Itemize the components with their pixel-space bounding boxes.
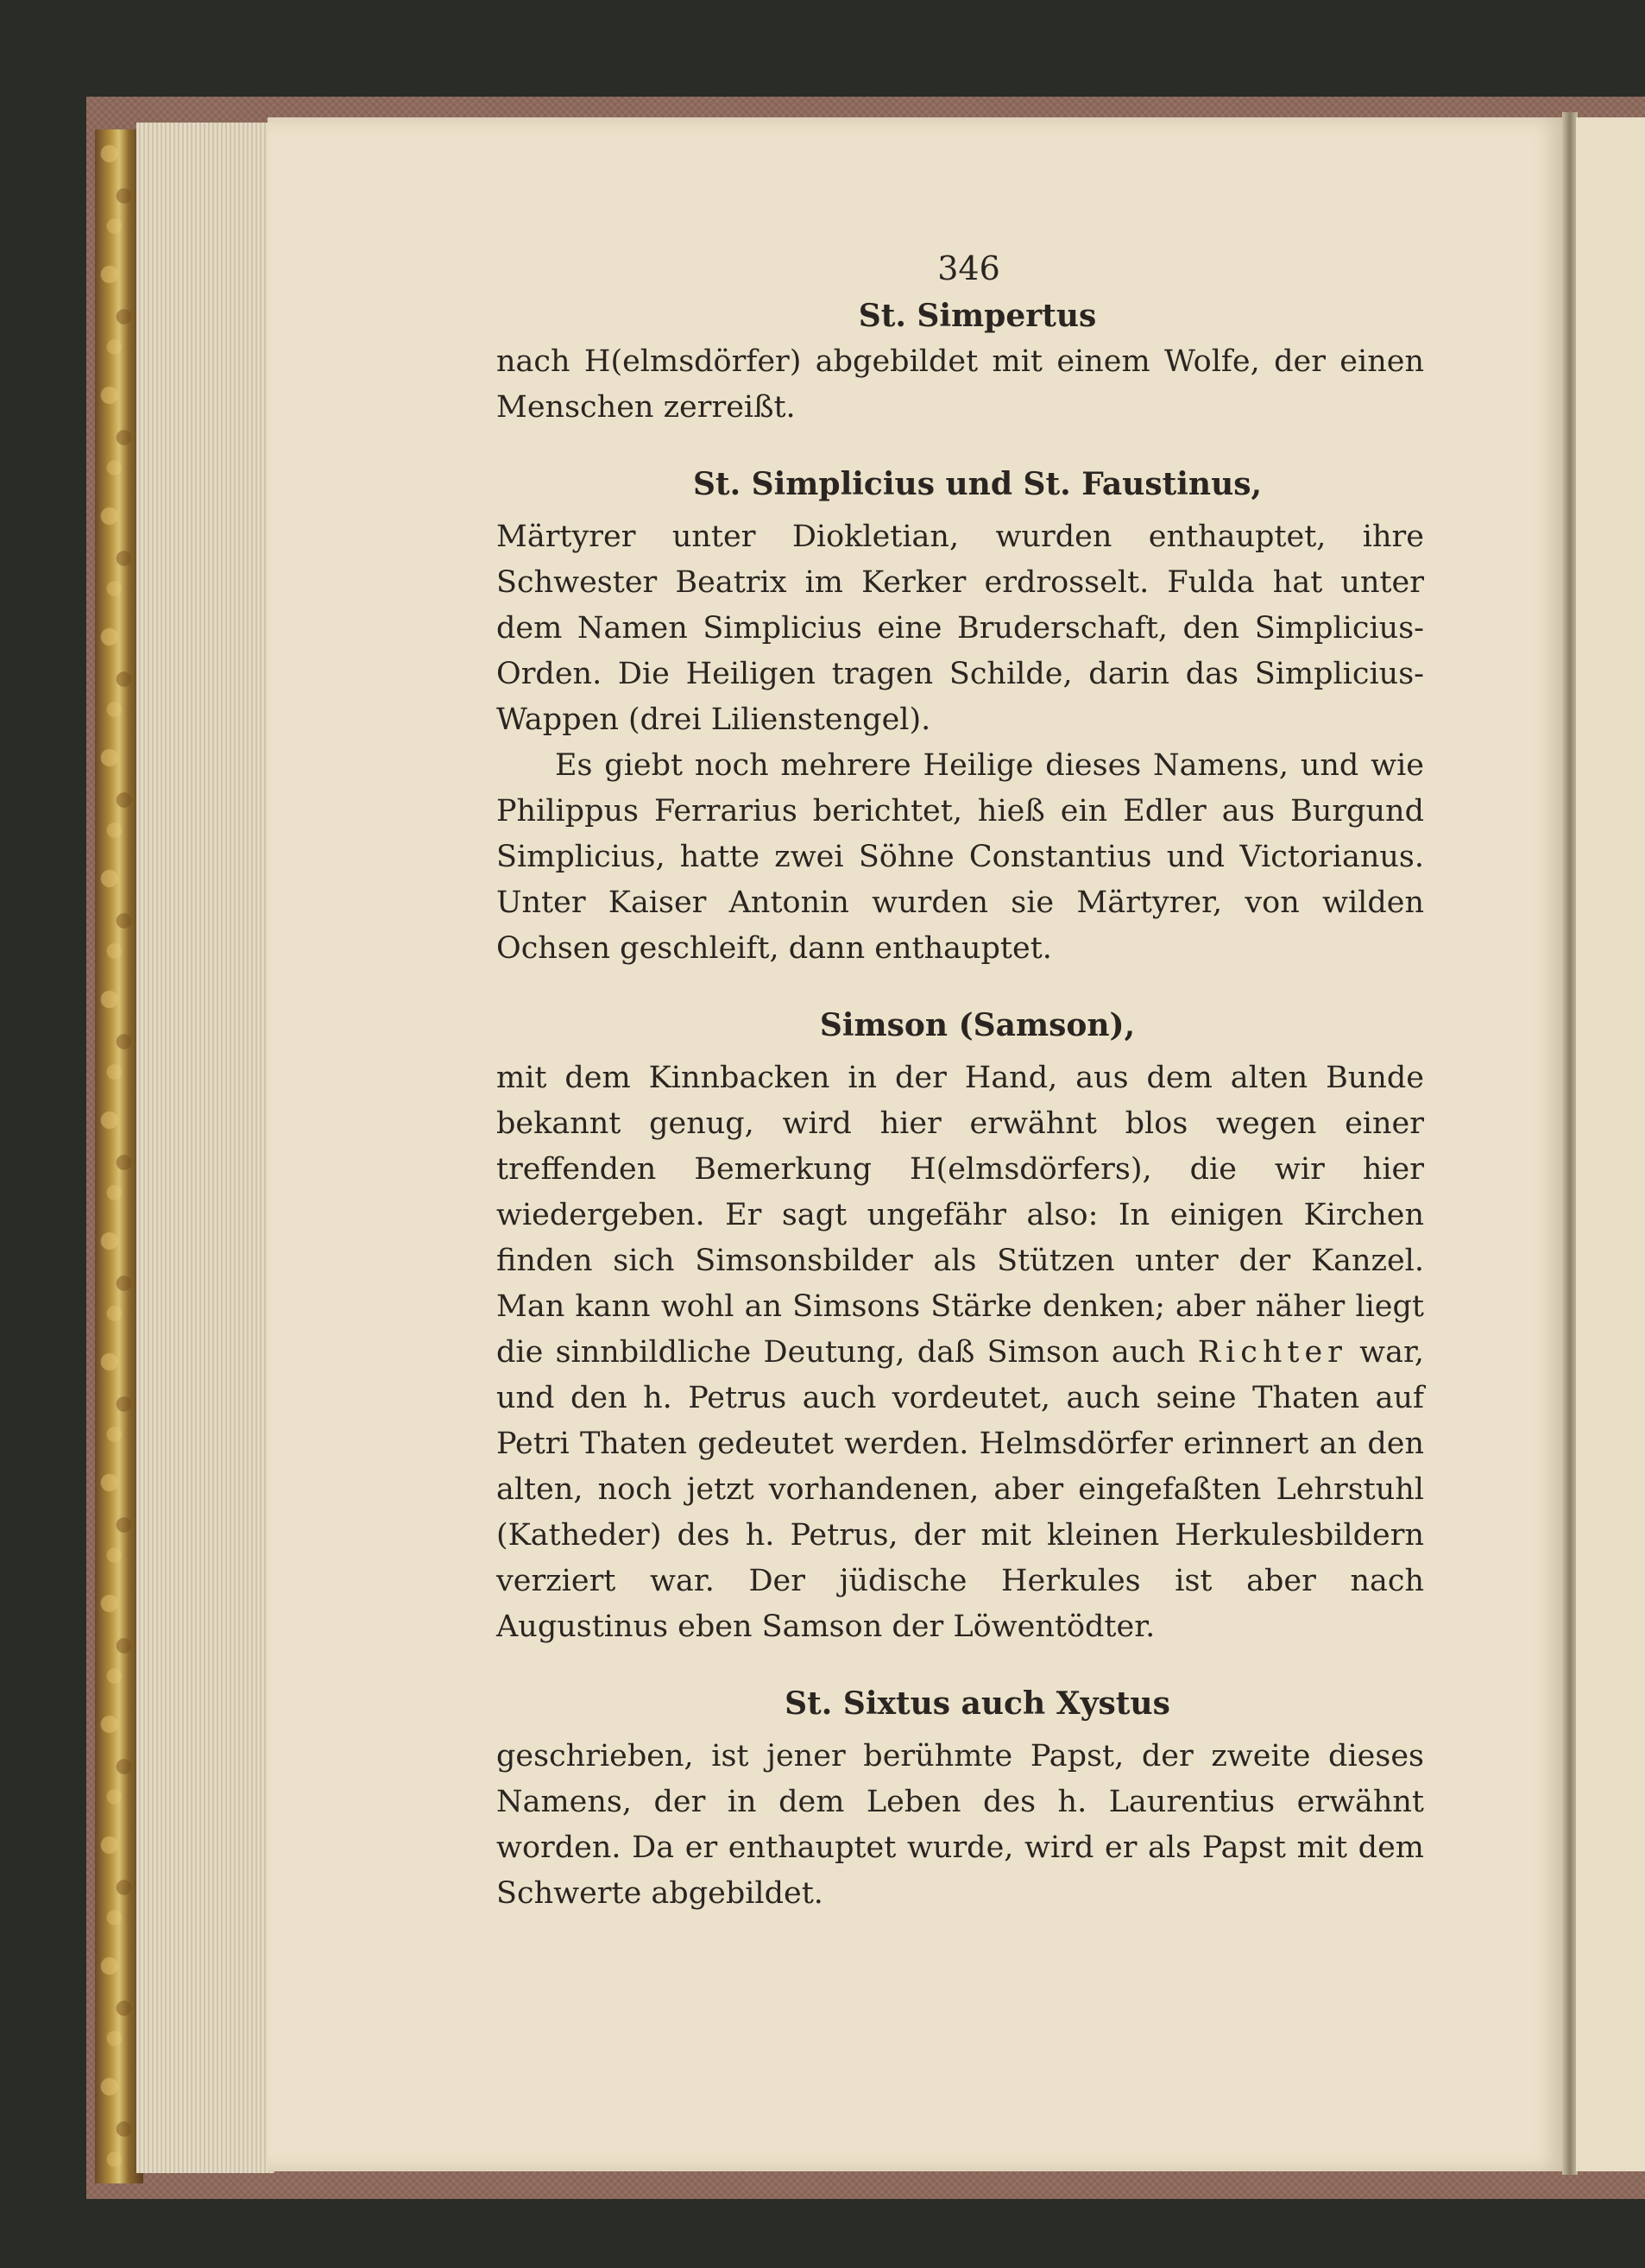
section-heading: St. Simpertus bbox=[858, 298, 1097, 334]
section-heading: Simson (Samson), bbox=[819, 1007, 1136, 1043]
facing-page-edge bbox=[1576, 117, 1645, 2171]
paragraph-text: war, und den h. Petrus auch vordeutet, auch seine Thaten auf Petri Thaten gedeutet werden. Helmsdörfer erinnert an den alten, noch jetzt vorhandenen, aber eingefaßten Lehrstuhl (Katheder) des h. Petrus, der mit kleinen Herkulesbildern verziert war. Der jüdische Herkules ist aber nach Augustinus eben Samson der Löwentödter. bbox=[496, 1335, 1424, 1644]
section-paragraph: Märtyrer unter Diokletian, wurden enthauptet, ihre Schwester Beatrix im Kerker erdrosselt. Fulda hat unter dem Namen Simplicius eine Bruderschaft, den Simplicius-Orden. Die Heiligen tragen Schilde, darin das Simplicius-Wappen (drei Lilienstengel). bbox=[496, 520, 1424, 737]
section-paragraph: nach H(elmsdörfer) abgebildet mit einem Wolfe, der einen Menschen zerreißt. bbox=[496, 344, 1424, 425]
section-heading: St. Simplicius und St. Faustinus, bbox=[692, 466, 1263, 502]
page-number: 346 bbox=[937, 249, 1000, 287]
page-stack-edge bbox=[136, 123, 274, 2173]
emphasized-word: Richter bbox=[1197, 1335, 1347, 1370]
section-heading: St. Sixtus auch Xystus bbox=[785, 1685, 1170, 1722]
section-paragraph: Es giebt noch mehrere Heilige dieses Namens, und wie Philippus Ferrarius berichtet, hieß ein Edler aus Burgund Simplicius, hatte zwei Söhne Constantius und Victorianus. Unter Kaiser Antonin wurden sie Märtyrer, von wilden Ochsen geschleift, dann enthauptet. bbox=[496, 748, 1424, 966]
page-text bbox=[496, 246, 1424, 1917]
paragraph-text: mit dem Kinnbacken in der Hand, aus dem alten Bunde bekannt genug, wird hier erwähnt blos wegen einer treffenden Bemerkung H(elmsdörfers), die wir hier wiedergeben. Er sagt ungefähr also: In einigen Kirchen finden sich Simsonsbilder als Stützen unter der Kanzel. Man kann wohl an Simsons Stärke denken; aber näher liegt die sinnbildliche Deutung, daß Simson auch bbox=[496, 1061, 1424, 1370]
section-paragraph: geschrieben, ist jener berühmte Papst, der zweite dieses Namens, der in dem Leben des h. Laurentius erwähnt worden. Da er enthauptet wurde, wird er als Papst mit dem Schwerte abgebildet. bbox=[496, 1739, 1424, 1911]
section-paragraph bbox=[496, 1055, 1424, 1650]
